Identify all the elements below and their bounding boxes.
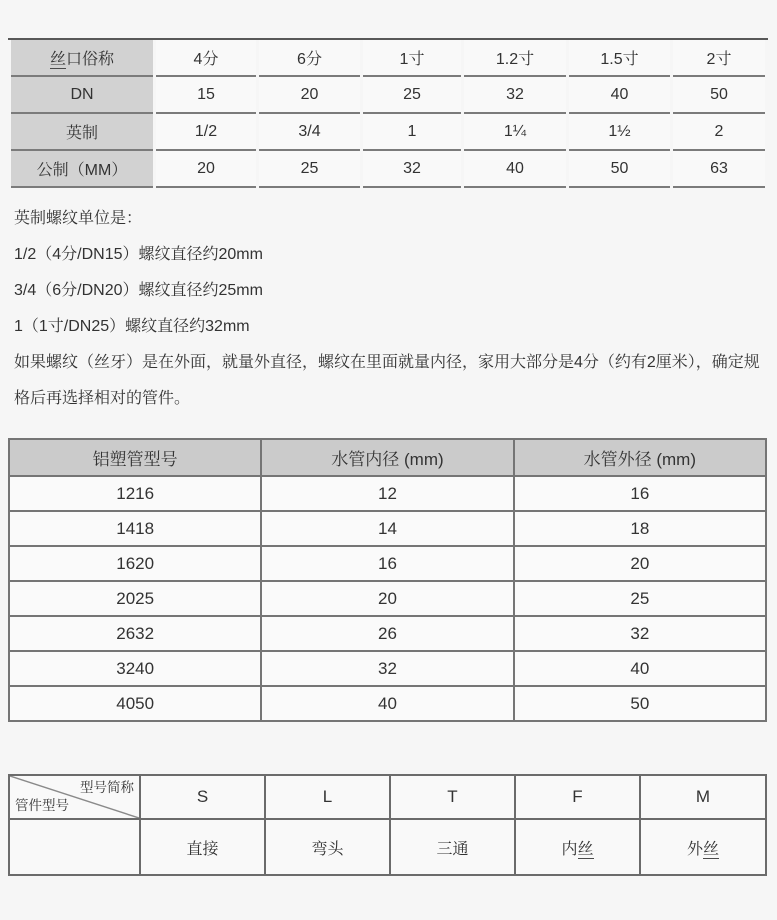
code-cell: F [515,775,640,819]
table-cell: 4050 [9,686,261,721]
table-row [9,546,766,581]
row-label-text: DN [70,85,94,103]
row-label-text: 公制（MM） [36,162,128,179]
fitting-name-underlined: 丝 [703,840,720,858]
table-cell: 20 [514,546,766,581]
empty-cell [9,819,140,875]
table-cell: 2025 [9,581,261,616]
name-cell [390,819,515,875]
pipe-model-table [8,438,767,722]
table-row [9,686,766,721]
table-row [9,819,766,875]
table-cell: 32 [363,151,461,188]
table-cell: 32 [261,651,513,686]
name-cell [265,819,390,875]
table-cell: 40 [514,651,766,686]
note-line: 如果螺纹（丝牙）是在外面，就量外直径，螺纹在里面就量内径，家用大部分是4分（约有2厘米），确定规格后再选择相对的管件。 [14,354,760,407]
table-cell: 50 [673,77,765,114]
corner-label-fitting-model: 管件型号 [15,798,69,813]
table-cell: 6分 [259,40,360,77]
table-cell: 18 [514,511,766,546]
table-cell: 16 [514,476,766,511]
name-cell [640,819,766,875]
column-header-model: 铝塑管型号 [9,439,261,476]
table-row [9,476,766,511]
note-line: 3/4（6分/DN20）螺纹直径约25mm [14,282,263,299]
table-cell: 63 [673,151,765,188]
fitting-name-underlined: 丝 [577,840,594,858]
fitting-name: 直接 [186,840,219,858]
row-label-text: 口俗称 [66,51,115,68]
thread-notes [0,201,777,417]
table-row [11,151,765,188]
table-cell: 16 [261,546,513,581]
table-cell: 1.5寸 [569,40,670,77]
table-row [9,651,766,686]
table-cell: 3240 [9,651,261,686]
table-cell: 20 [259,77,360,114]
row-label-text: 英制 [65,125,98,142]
row-label-imperial [11,114,153,151]
table-cell: 1216 [9,476,261,511]
note-line: 1/2（4分/DN15）螺纹直径约20mm [14,246,263,263]
thread-size-table [8,38,768,188]
table-row [9,616,766,651]
column-header-inner-diameter: 水管内径 (mm) [261,439,513,476]
table-cell: 40 [261,686,513,721]
fitting-name: 三通 [436,840,469,858]
code-cell: T [390,775,515,819]
table-cell: 1.2寸 [464,40,566,77]
table-cell: 1620 [9,546,261,581]
table-cell: 25 [363,77,461,114]
table-cell: 26 [261,616,513,651]
table-cell: 32 [514,616,766,651]
table-row [11,40,765,77]
name-cell [515,819,640,875]
table-cell: 1418 [9,511,261,546]
table-cell: 25 [259,151,360,188]
row-label-dn [11,77,153,114]
table-cell: 25 [514,581,766,616]
name-cell [140,819,265,875]
diagonal-header-cell [9,775,140,819]
code-cell: M [640,775,766,819]
row-label-metric [11,151,153,188]
table-cell: 4分 [156,40,256,77]
code-cell: L [265,775,390,819]
table-cell: 1 [363,114,461,151]
table-cell: 32 [464,77,566,114]
fitting-name: 内 [561,840,578,858]
table-cell: 1寸 [363,40,461,77]
table-cell: 20 [156,151,256,188]
fitting-code-table [8,774,767,876]
fitting-name: 外 [686,840,703,858]
table-cell: 50 [569,151,670,188]
table-cell: 14 [261,511,513,546]
table-cell: 2寸 [673,40,765,77]
table-header-row [9,439,766,476]
row-label-underlined: 丝 [49,51,66,68]
table-cell: 3/4 [259,114,360,151]
table-row [11,77,765,114]
row-label-thread-name [11,40,153,77]
table-cell: 1/2 [156,114,256,151]
table-cell: 15 [156,77,256,114]
table-row [9,511,766,546]
table-cell: 40 [569,77,670,114]
note-line: 1（1寸/DN25）螺纹直径约32mm [14,318,250,335]
table-cell: 2 [673,114,765,151]
table-cell: 12 [261,476,513,511]
table-cell: 1½ [569,114,670,151]
table-row [9,581,766,616]
table-row [11,114,765,151]
table-cell: 20 [261,581,513,616]
table-cell: 1¼ [464,114,566,151]
column-header-outer-diameter: 水管外径 (mm) [514,439,766,476]
table-cell: 2632 [9,616,261,651]
table-header-row [9,775,766,819]
fitting-name: 弯头 [311,840,344,858]
table-cell: 40 [464,151,566,188]
table-cell: 50 [514,686,766,721]
code-cell: S [140,775,265,819]
corner-label-model-abbr: 型号简称 [80,780,134,795]
note-line: 英制螺纹单位是： [14,210,143,227]
